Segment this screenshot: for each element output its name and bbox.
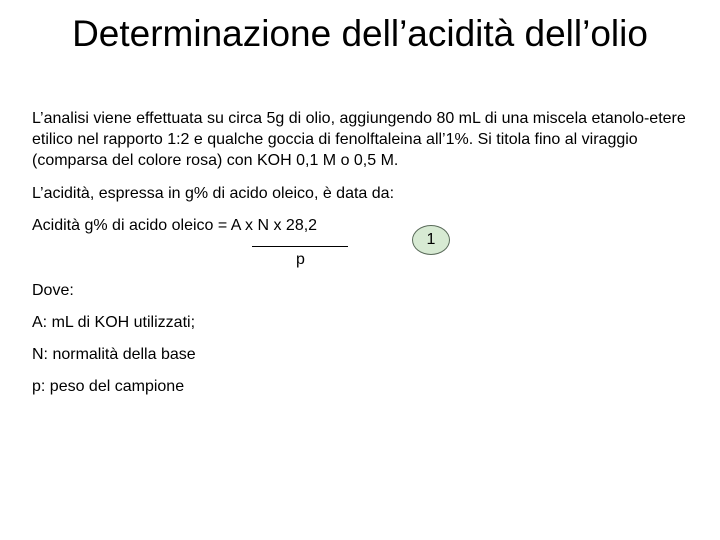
acidity-definition-paragraph: L’acidità, espressa in g% di acido oleico, è data da: — [32, 185, 395, 202]
formula-denominator: p — [296, 251, 305, 268]
legend-item-n: N: normalità della base — [32, 346, 196, 363]
legend-item-p: p: peso del campione — [32, 378, 185, 395]
procedure-paragraph: L’analisi viene effettuata su circa 5g di olio, aggiungendo 80 mL di una miscela etanolo-etere etilico nel rapporto 1:2 e qualche goccia di fenolftaleina all’1%. Si titola fino al viraggio (comparsa del colore rosa) con KOH 0,1 M o 0,5 M. — [32, 110, 686, 169]
formula-numerator: Acidità g% di acido oleico = A x N x 28,2 — [32, 217, 318, 234]
legend-heading: Dove: — [32, 282, 74, 299]
note-badge: 1 — [412, 225, 450, 255]
legend-item-a: A: mL di KOH utilizzati; — [32, 314, 196, 331]
slide-title: Determinazione dell’acidità dell’olio — [72, 13, 648, 54]
fraction-line — [252, 246, 348, 247]
